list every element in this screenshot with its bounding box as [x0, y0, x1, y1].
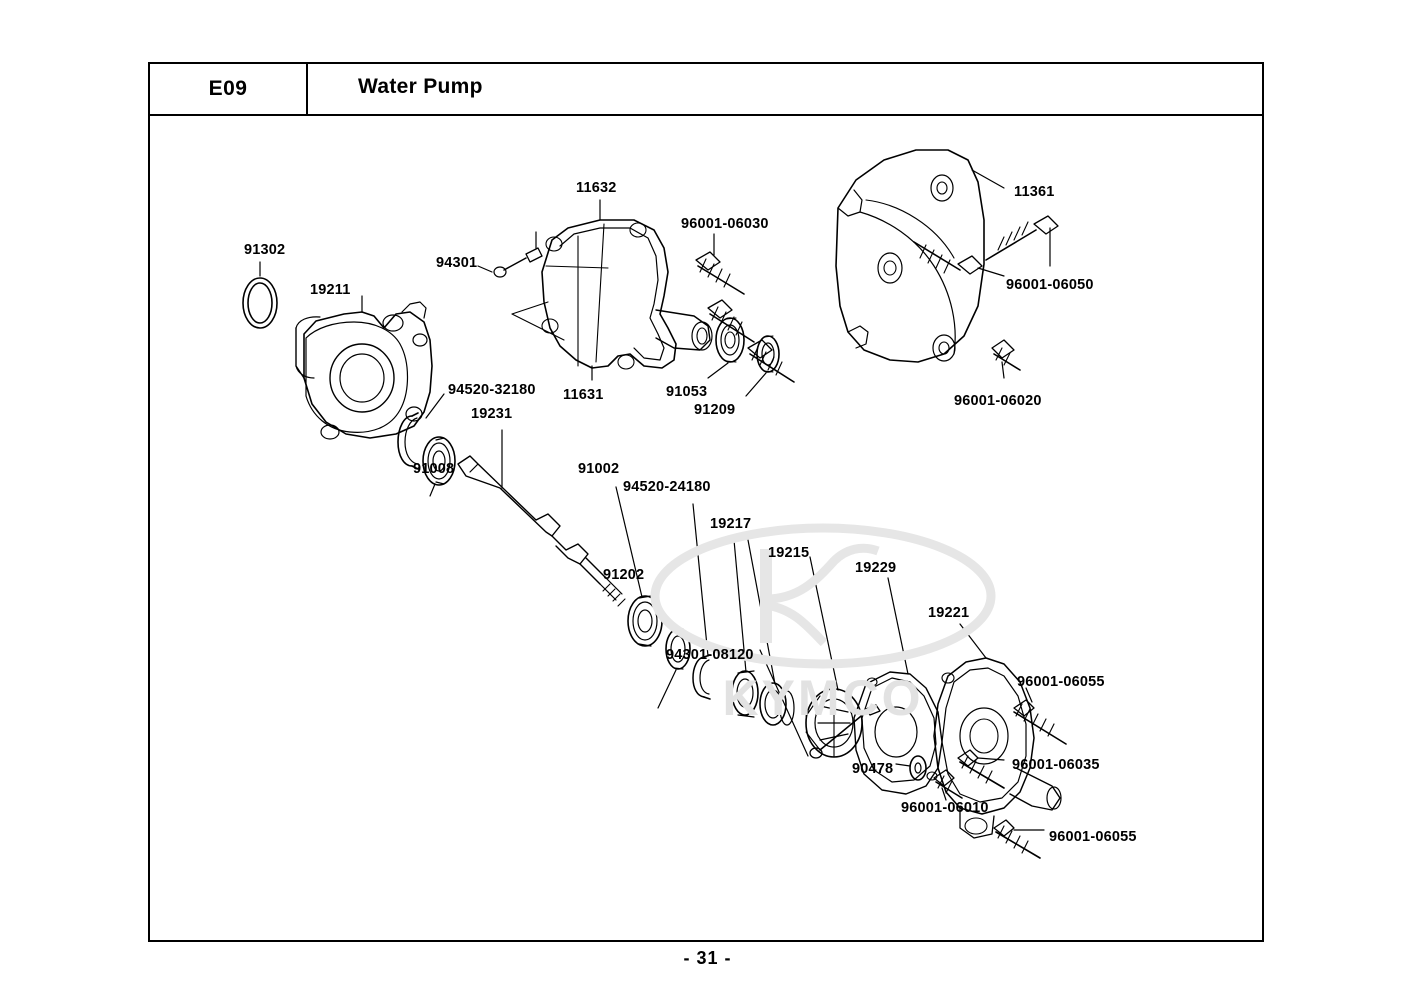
callout-94520-32180: 94520-32180 [448, 382, 536, 398]
watermark-text: KYMCO [722, 670, 924, 726]
section-code-cell [148, 62, 308, 116]
callout-19221: 19221 [928, 605, 970, 621]
part-94301-08120-pin [760, 650, 880, 758]
diagram-svg [148, 116, 1264, 942]
part-94301-pin [478, 232, 542, 277]
callout-19217: 19217 [710, 516, 752, 532]
part-19217-mechanical-seal [732, 540, 794, 725]
callout-96001-06050: 96001-06050 [1006, 277, 1094, 293]
bolt-96001-06055-lower [994, 820, 1044, 858]
bolt-96001-06030-b [708, 300, 754, 342]
callout-11632: 11632 [576, 180, 617, 196]
bolt-96001-06055-upper [1014, 688, 1066, 744]
part-11361-cover [836, 150, 1004, 362]
page-number: - 31 - [683, 948, 732, 968]
callout-96001-06020: 96001-06020 [954, 393, 1042, 409]
part-90478-washer [896, 756, 926, 780]
callout-96001-06055-lower: 96001-06055 [1049, 829, 1137, 845]
page-title: Water Pump [358, 75, 483, 98]
callout-19229: 19229 [855, 560, 897, 576]
callout-11361: 11361 [1014, 184, 1055, 200]
part-19215-impeller [806, 557, 862, 757]
callout-94301-08120: 94301-08120 [666, 647, 754, 663]
callout-91202: 91202 [603, 567, 645, 583]
bolt-96001-06050-b [914, 242, 1004, 276]
callout-91053: 91053 [666, 384, 708, 400]
callout-91209: 91209 [694, 402, 736, 418]
callout-11631: 11631 [563, 387, 604, 403]
bolt-96001-06030-a [696, 234, 744, 294]
bolt-96001-06020 [992, 340, 1020, 378]
part-94520-32180-circlip [398, 394, 444, 469]
callout-19215: 19215 [768, 545, 810, 561]
part-19211-pump-body [296, 296, 432, 439]
section-code: E09 [208, 77, 248, 100]
callout-96001-06010: 96001-06010 [901, 800, 989, 816]
callout-91302: 91302 [244, 242, 286, 258]
callout-96001-06055-upper: 96001-06055 [1017, 674, 1105, 690]
part-91202-seal [658, 629, 690, 708]
callout-19211: 19211 [310, 282, 351, 298]
exploded-diagram [148, 116, 1264, 942]
part-91209-seal [746, 336, 779, 396]
callout-90478: 90478 [852, 761, 894, 777]
part-19231-shaft [458, 430, 625, 606]
callout-96001-06030: 96001-06030 [681, 216, 769, 232]
bolt-96001-06050-a [986, 216, 1058, 266]
callout-19231: 19231 [471, 406, 513, 422]
callout-94520-24180: 94520-24180 [623, 479, 711, 495]
callout-91002: 91002 [578, 461, 620, 477]
callout-94301: 94301 [436, 255, 478, 271]
part-91053-bearing [708, 318, 744, 378]
bolt-96001-06035 [958, 750, 1004, 788]
callout-91008: 91008 [413, 461, 455, 477]
bolt-96001-06030-c [748, 340, 794, 382]
callout-96001-06035: 96001-06035 [1012, 757, 1100, 773]
part-94520-24180-circlip [693, 504, 710, 699]
